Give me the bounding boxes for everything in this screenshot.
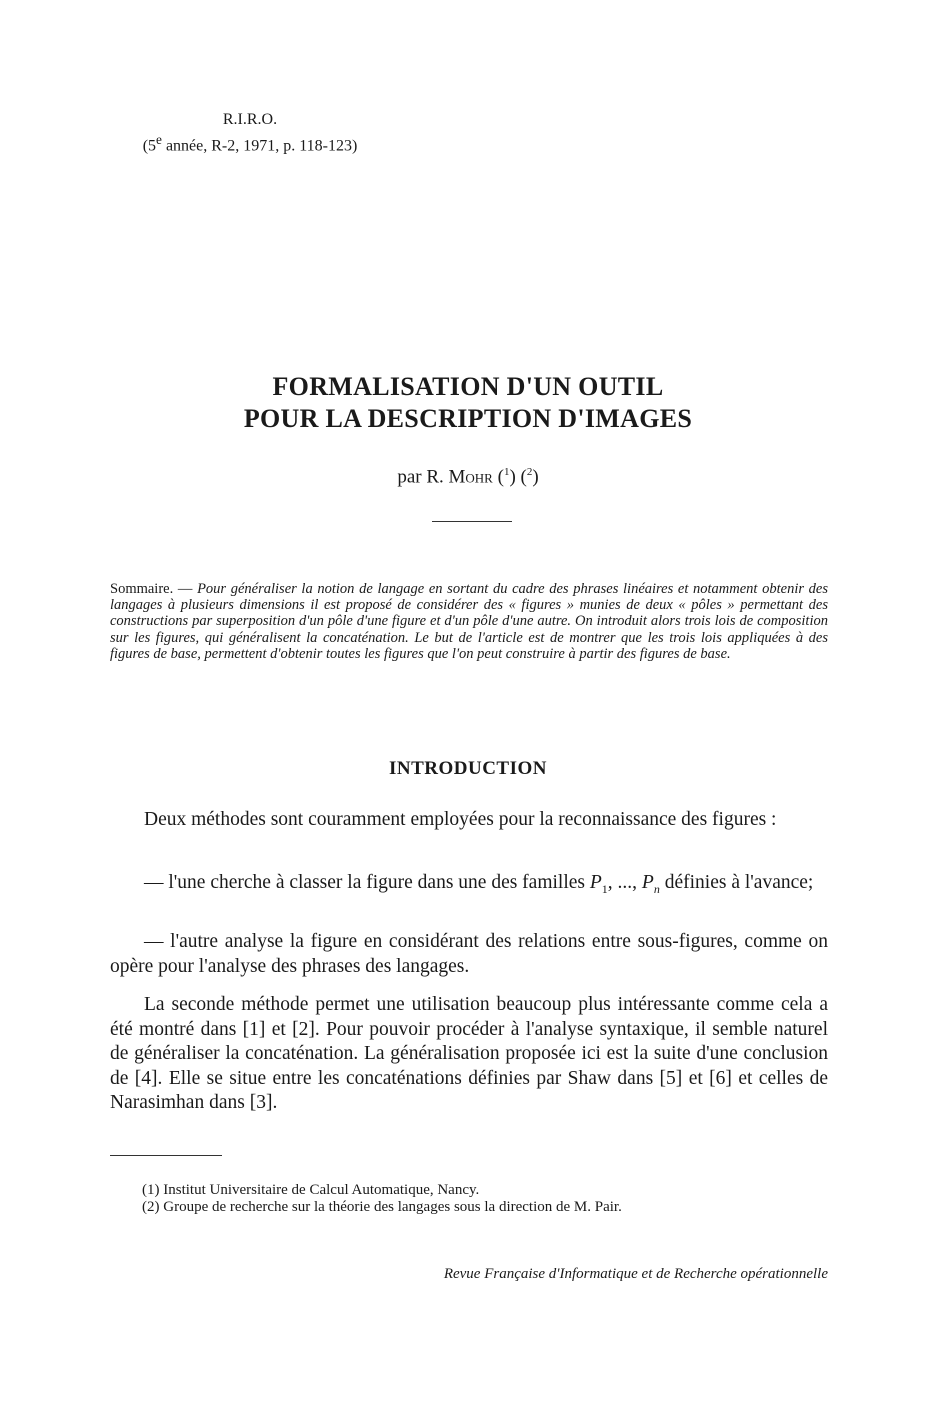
journal-footer: Revue Française d'Informatique et de Recherche opérationnelle <box>443 1266 828 1282</box>
abstract <box>110 581 828 662</box>
p2-sub1: 1 <box>601 881 608 896</box>
title-line-2: POUR LA DESCRIPTION D'IMAGES <box>243 404 693 433</box>
paragraph-1: Deux méthodes sont couramment employées pour la reconnaissance des figures : <box>144 809 777 830</box>
author-line: par R. Mohr ($^1$) ($^2$) <box>397 466 539 488</box>
author-prefix: par R. <box>397 466 449 488</box>
volume-info-a: (5 <box>142 137 157 155</box>
author-fn-2: 2 <box>526 466 533 478</box>
abstract-lead: Sommaire. — <box>110 581 198 597</box>
volume-info-b: année, R-2, 1971, p. 118-123) <box>161 137 358 155</box>
p2-var1: P <box>589 872 602 893</box>
volume-info <box>110 130 390 156</box>
author-fn-1: 1 <box>503 466 510 478</box>
paragraph-3: — l'autre analyse la figure en considérant des relations entre sous-figures, comme on opère pour l'analyse des phrases des langages. <box>110 931 828 977</box>
footnote-2: (2) Groupe de recherche sur la théorie des langages sous la direction de M. Pair. <box>142 1199 622 1215</box>
title-line-1: FORMALISATION D'UN OUTIL <box>272 372 664 401</box>
abstract-text: Pour généraliser la notion de langage en sortant du cadre des phrases linéaires et notamment obtenir des langages à plusieurs dimensions il est proposé de considérer des « figures » munies de deux « pôles » permettant des constructions par superposition d'un pôle d'une figure et d'un pôle d'une autre. On introduit alors trois lois de composition sur les figures, qui généralisent la concaténation. Le but de l'article est de montrer que les trois lois appliquées à des figures de base, permettent d'obtenir toutes les figures que l'on peut construire à partir des figures de base. <box>110 581 828 662</box>
p2-var2: P <box>641 872 654 893</box>
footnote-rule <box>110 1155 222 1156</box>
p2-a: — l'une cherche à classer la figure dans une des familles <box>144 872 590 893</box>
footnote-1: (1) Institut Universitaire de Calcul Automatique, Nancy. <box>142 1182 480 1198</box>
p2-sub2: n <box>653 881 660 896</box>
journal-header <box>110 110 390 156</box>
title-separator <box>432 521 512 522</box>
p2-b: définies à l'avance; <box>659 872 814 893</box>
volume-info-sup: e <box>156 132 162 147</box>
p2-mid: , ..., <box>607 872 642 893</box>
journal-abbrev: R.I.R.O. <box>222 111 278 128</box>
section-heading: INTRODUCTION <box>388 758 548 779</box>
paragraph-4: La seconde méthode permet une utilisation beaucoup plus intéressante comme cela a été montré dans [1] et [2]. Pour pouvoir procéder à l'analyse syntaxique, il semble naturel de généraliser la concaténation. La généralisation proposée ici est la suite d'une conclusion de [4]. Elle se situe entre les concaténations définies par Shaw dans [5] et [6] et celles de Narasimhan dans [3]. <box>110 994 828 1113</box>
author-name: Mohr <box>448 466 493 488</box>
paragraph-2 <box>110 871 828 901</box>
